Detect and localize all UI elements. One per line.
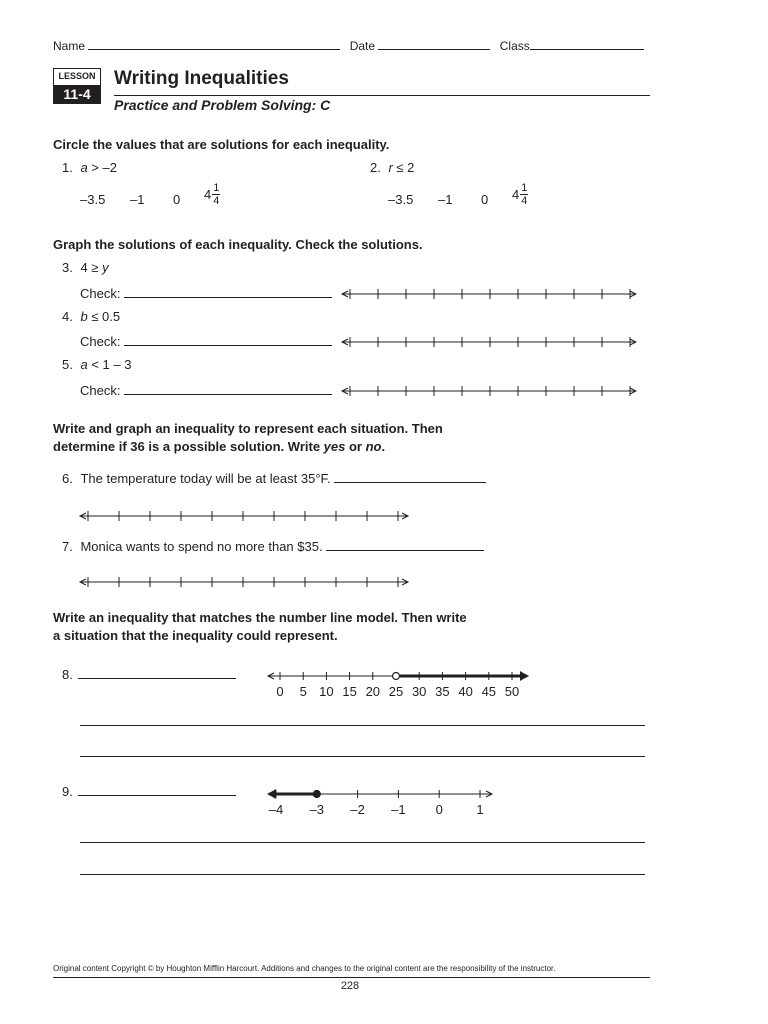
fraction-numerator: 1 [213, 182, 220, 194]
mixed-whole: 4 [512, 187, 520, 202]
instruction-line [53, 438, 443, 456]
name-label: Name [53, 39, 86, 53]
number-line-model [264, 666, 534, 702]
inequality-post: ≤ 0.5 [87, 309, 121, 324]
tick-label: 25 [388, 684, 404, 699]
instruction-line: Write an inequality that matches the number line model. Then write [53, 610, 467, 625]
problem-number: 9. [62, 784, 73, 799]
number-line[interactable] [78, 506, 412, 526]
title-rule [114, 95, 650, 96]
inequality-relation: ≤ 2 [392, 160, 415, 175]
check-field[interactable] [124, 334, 332, 346]
problem-9 [62, 784, 236, 799]
problem-2-values [388, 182, 588, 216]
problem-3 [62, 260, 109, 275]
inequality-post: < 1 – 3 [87, 357, 132, 372]
value-option[interactable]: –3.5 [388, 192, 414, 207]
answer-field[interactable] [334, 471, 486, 483]
tick-label: 1 [476, 802, 484, 817]
solution-arrow-icon [268, 789, 276, 799]
problem-number: 7. [62, 539, 73, 554]
tick-label: –2 [350, 802, 365, 817]
problem-number: 1. [62, 160, 73, 175]
page-subtitle: Practice and Problem Solving: C [114, 97, 331, 113]
section4-instruction [53, 609, 467, 645]
problem-number: 6. [62, 471, 73, 486]
number-line[interactable] [340, 381, 640, 401]
problem-number: 3. [62, 260, 73, 275]
problem-number: 4. [62, 309, 73, 324]
name-row [53, 38, 644, 53]
copyright-notice: Original content Copyright © by Houghton Mifflin Harcourt. Additions and changes to the original content are the responsibility of the instructor. [53, 964, 556, 973]
tick-label: 20 [365, 684, 381, 699]
value-option[interactable]: –1 [130, 192, 145, 207]
closed-circle-icon [313, 791, 320, 798]
writing-line[interactable] [80, 842, 645, 843]
fraction-denominator: 4 [213, 195, 220, 207]
inequality-variable: y [102, 260, 109, 275]
date-field[interactable] [378, 38, 490, 50]
page-number: 228 [340, 980, 360, 992]
value-option[interactable]: 0 [481, 192, 489, 207]
writing-line[interactable] [80, 725, 645, 726]
problem-text: Monica wants to spend no more than $35. [80, 539, 323, 554]
footer-rule [53, 977, 650, 978]
problem-number: 5. [62, 357, 73, 372]
problem-number: 8. [62, 667, 73, 682]
problem-number: 2. [370, 160, 381, 175]
problem-5 [62, 357, 131, 372]
check-field[interactable] [124, 383, 332, 395]
inequality-variable: a [80, 160, 88, 175]
instruction-text: determine if 36 is a possible solution. Write [53, 439, 324, 454]
lesson-label: LESSON [58, 71, 96, 81]
page-title: Writing Inequalities [114, 68, 289, 89]
check-row [80, 383, 332, 398]
check-label: Check: [80, 383, 121, 398]
tick-label: 45 [481, 684, 497, 699]
tick-label: 50 [504, 684, 520, 699]
instruction-text: . [381, 439, 386, 454]
fraction-denominator: 4 [521, 195, 528, 207]
class-label: Class [499, 39, 530, 53]
section2-instruction: Graph the solutions of each inequality. Check the solutions. [53, 237, 423, 252]
section1-instruction: Circle the values that are solutions for each inequality. [53, 137, 390, 152]
instruction-no: no [365, 439, 382, 454]
problem-1 [62, 160, 117, 175]
check-row [80, 334, 332, 349]
lesson-number: 11-4 [54, 85, 100, 103]
open-circle-icon [393, 673, 400, 680]
class-field[interactable] [530, 38, 644, 50]
problem-4 [62, 309, 120, 324]
name-field[interactable] [88, 38, 340, 50]
problem-text: The temperature today will be at least 35°F. [80, 471, 331, 486]
problem-7 [62, 539, 484, 554]
tick-label: 10 [319, 684, 334, 699]
check-row [80, 286, 332, 301]
tick-label: –1 [391, 802, 406, 817]
number-line[interactable] [340, 284, 640, 304]
number-line[interactable] [78, 572, 412, 592]
inequality-variable: b [80, 309, 88, 324]
instruction-yes: yes [323, 439, 346, 454]
inequality-variable: r [388, 160, 393, 175]
value-option-mixed[interactable] [512, 182, 528, 207]
tick-label: 35 [435, 684, 450, 699]
solution-arrow-icon [520, 671, 528, 681]
tick-label: 40 [458, 684, 473, 699]
answer-field[interactable] [78, 667, 236, 679]
instruction-line: Write and graph an inequality to represent each situation. Then [53, 421, 443, 436]
inequality-relation: > –2 [87, 160, 117, 175]
value-option-mixed[interactable] [204, 182, 220, 207]
value-option[interactable]: 0 [173, 192, 181, 207]
check-label: Check: [80, 334, 121, 349]
section3-instruction [53, 420, 443, 456]
problem-2 [370, 160, 414, 175]
check-label: Check: [80, 286, 121, 301]
tick-label: 5 [299, 684, 307, 699]
writing-line[interactable] [80, 874, 645, 875]
date-label: Date [349, 39, 376, 53]
problem-1-values [80, 182, 280, 216]
inequality-pre: 4 ≥ [80, 260, 103, 275]
value-option[interactable]: –3.5 [80, 192, 106, 207]
mixed-whole: 4 [204, 187, 212, 202]
tick-label: –3 [309, 802, 325, 817]
writing-line[interactable] [80, 756, 645, 757]
tick-label: 0 [435, 802, 443, 817]
lesson-badge [53, 68, 101, 104]
number-line[interactable] [340, 332, 640, 352]
value-option[interactable]: –1 [438, 192, 453, 207]
number-line-model [262, 784, 498, 820]
tick-label: 0 [276, 684, 284, 699]
tick-label: –4 [268, 802, 284, 817]
instruction-text: or [345, 439, 366, 454]
problem-8 [62, 667, 236, 682]
answer-field[interactable] [78, 784, 236, 796]
tick-label: 30 [411, 684, 427, 699]
fraction-numerator: 1 [521, 182, 528, 194]
tick-label: 15 [342, 684, 357, 699]
inequality-variable: a [80, 357, 88, 372]
instruction-line: a situation that the inequality could represent. [53, 628, 338, 643]
problem-6 [62, 471, 486, 486]
check-field[interactable] [124, 286, 332, 298]
answer-field[interactable] [326, 539, 484, 551]
